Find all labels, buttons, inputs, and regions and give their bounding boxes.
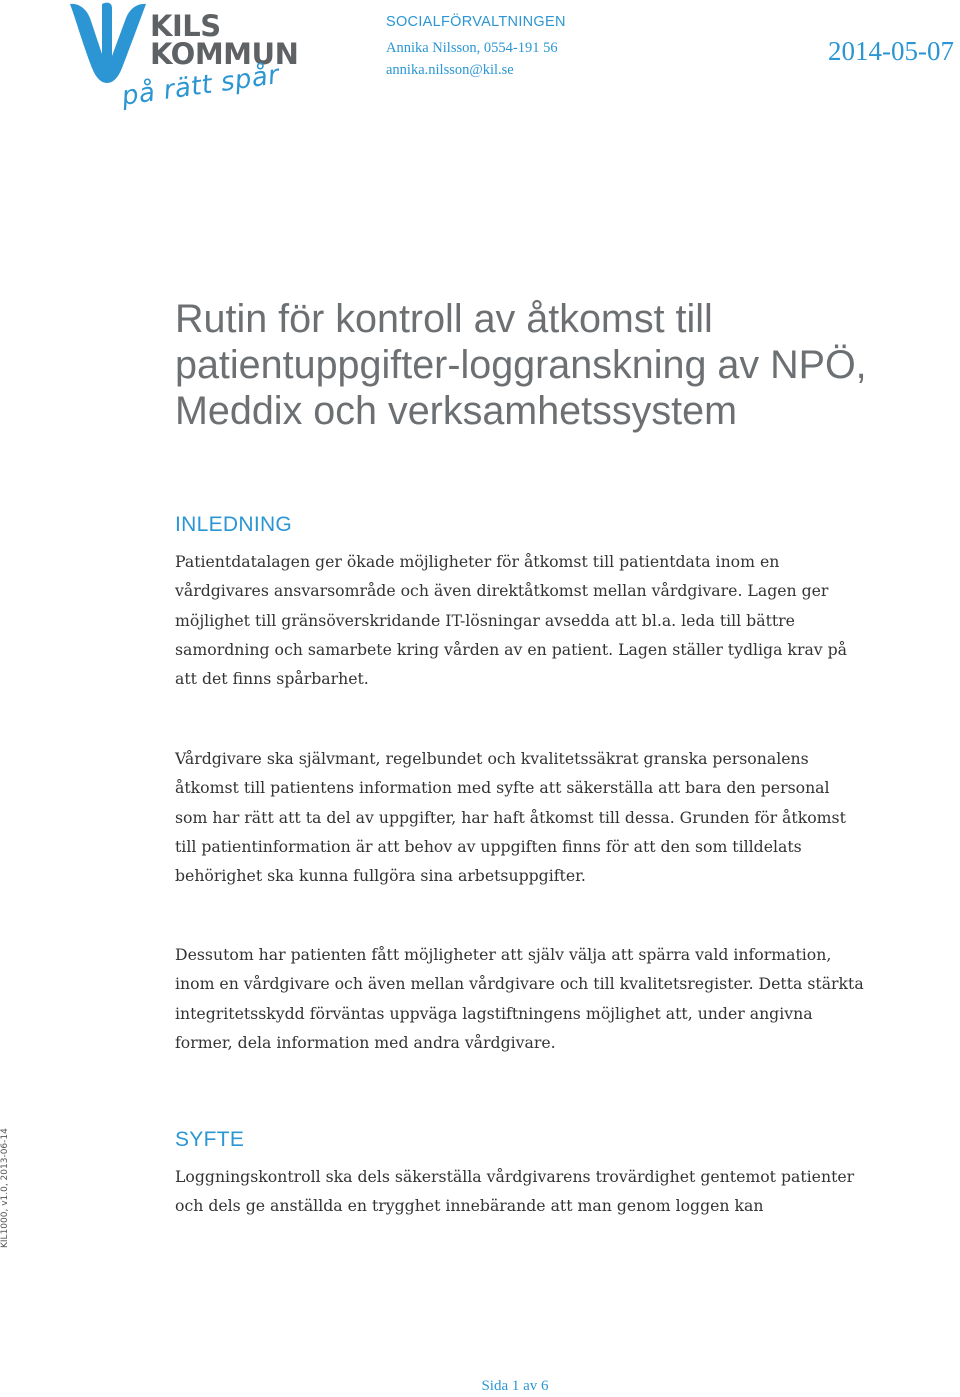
page-footer (0, 1378, 960, 1395)
section-heading-inledning: INLEDNING (175, 513, 293, 536)
document-title: Rutin för kontroll av åtkomst till patientuppgifter-loggranskning av NPÖ, Meddix och verksamhetssystem (175, 297, 867, 433)
logo-kils-text: KILS (150, 9, 221, 43)
contact-email: annika.nilsson@kil.se (386, 62, 514, 78)
page-number: Sida 1 av 6 (481, 1378, 549, 1394)
document-date: 2014-05-07 (828, 36, 954, 66)
paragraph-inledning-1: Patientdatalagen ger ökade möjligheter för åtkomst till patientdata inom en vårdgivares ansvarsområde och även direktåtkomst mellan vårdgivare. Lagen ger möjlighet till gränsöverskridande IT-lösningar avsedda att bl.a. leda till bättre samordning och samarbete kring vården av en patient. Lagen ställer tydliga krav på att det finns spårbarhet. (175, 552, 848, 689)
paragraph-inledning-3: Dessutom har patienten fått möjligheter att själv välja att spärra vald information, inom en vårdgivare och även mellan vårdgivare och till kvalitetsregister. Detta stärkta integritetsskydd förväntas uppväga lagstiftningens möjlighet att, under angivna former, dela information med andra vårdgivare. (175, 945, 864, 1052)
section-heading-syfte: SYFTE (175, 1128, 245, 1151)
department-name: SOCIALFÖRVALTNINGEN (386, 14, 566, 30)
contact-name: Annika Nilsson, 0554-191 56 (386, 40, 558, 56)
logo-kommun-text: KOMMUN (150, 37, 299, 71)
kils-kommun-logo (68, 2, 299, 124)
kils-v-emblem-icon (68, 2, 148, 84)
logo-tagline: på rätt spår (119, 60, 282, 112)
paragraph-inledning-2: Vårdgivare ska självmant, regelbundet och kvalitetssäkrat granska personalens åtkomst till patientens information med syfte att säkerställa att bara den personal som har rätt att ta del av uppgifter, har haft åtkomst till dessa. Grunden för åtkomst till patientinformation är att behov av uppgiften finns för att den som tilldelats behörighet ska kunna fullgöra sina arbetsuppgifter. (175, 749, 846, 886)
document-version-code: KIL1000, v1.0, 2013-06-14 (0, 1128, 10, 1248)
paragraph-syfte-1: Loggningskontroll ska dels säkerställa vårdgivarens trovärdighet gentemot patienter och dels ge anställda en trygghet innebärande att man genom loggen kan (175, 1167, 855, 1216)
